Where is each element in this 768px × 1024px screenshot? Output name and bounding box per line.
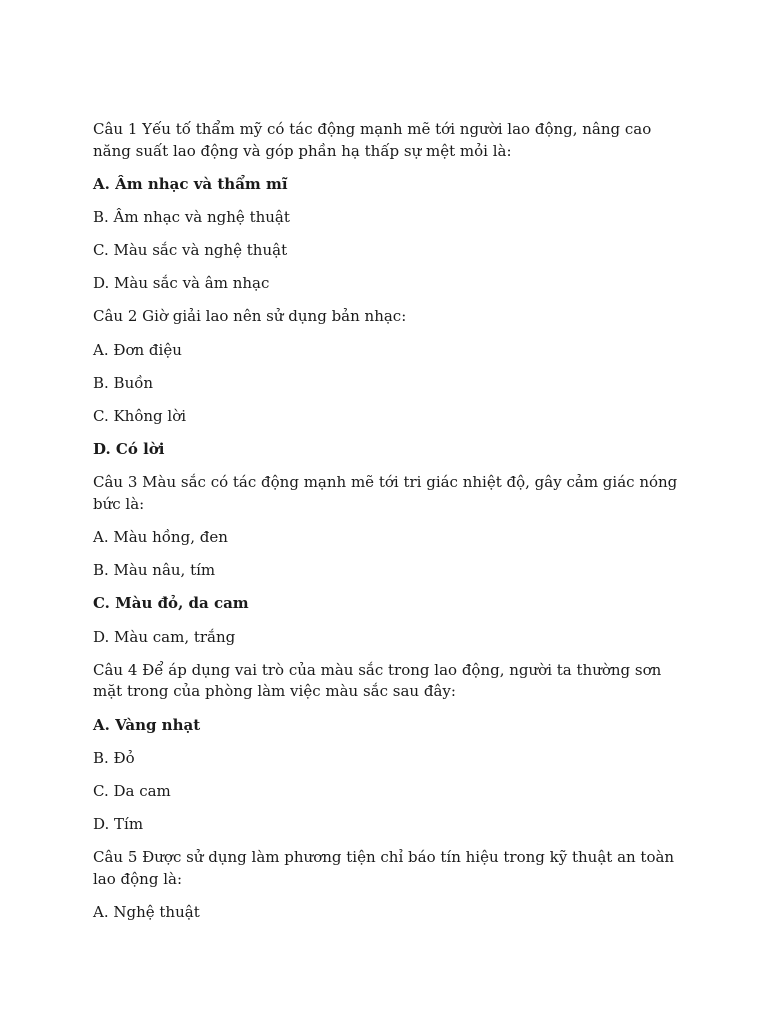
answer-option: B. Đỏ <box>93 748 135 767</box>
answer-option: C. Da cam <box>93 781 171 800</box>
question-text: Câu 4 Để áp dụng vai trò của màu sắc trong lao động, người ta thường sơn mặt trong của phòng làm việc màu sắc sau đây: <box>93 660 662 701</box>
answer-option: C. Màu sắc và nghệ thuật <box>93 241 288 260</box>
question-2 <box>93 306 693 460</box>
question-1 <box>93 119 693 295</box>
answer-option: A. Màu hồng, đen <box>93 528 228 547</box>
answer-option: B. Màu nâu, tím <box>93 561 216 580</box>
answer-option: B. Buồn <box>93 373 154 392</box>
question-4 <box>93 660 693 836</box>
answer-option-correct: A. Vàng nhạt <box>93 715 201 734</box>
answer-option: D. Màu sắc và âm nhạc <box>93 274 270 293</box>
question-5 <box>93 847 693 923</box>
answer-option: D. Màu cam, trắng <box>93 627 236 646</box>
question-text: Câu 3 Màu sắc có tác động mạnh mẽ tới tri giác nhiệt độ, gây cảm giác nóng bức là: <box>93 473 678 513</box>
question-3 <box>93 472 693 648</box>
answer-option-correct: A. Âm nhạc và thẩm mĩ <box>93 174 288 193</box>
question-text: Câu 5 Được sử dụng làm phương tiện chỉ báo tín hiệu trong kỹ thuật an toàn lao động là: <box>93 848 675 888</box>
answer-option: A. Đơn điệu <box>93 340 182 359</box>
answer-option: A. Nghệ thuật <box>93 902 200 921</box>
answer-option: C. Không lời <box>93 407 187 425</box>
question-text: Câu 1 Yếu tố thẩm mỹ có tác động mạnh mẽ tới người lao động, nâng cao năng suất lao động và góp phần hạ thấp sự mệt mỏi là: <box>93 120 652 160</box>
answer-option-correct: C. Màu đỏ, da cam <box>93 594 249 613</box>
document-page <box>93 119 693 935</box>
answer-option: B. Âm nhạc và nghệ thuật <box>93 207 290 226</box>
question-text: Câu 2 Giờ giải lao nên sử dụng bản nhạc: <box>93 307 407 326</box>
answer-option: D. Tím <box>93 815 144 834</box>
answer-option-correct: D. Có lời <box>93 440 165 459</box>
